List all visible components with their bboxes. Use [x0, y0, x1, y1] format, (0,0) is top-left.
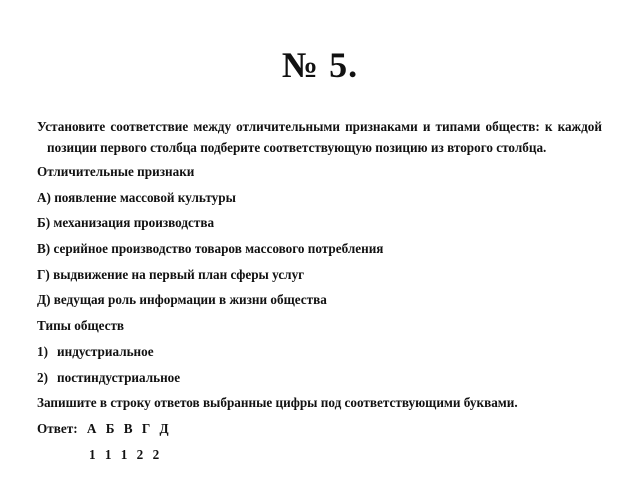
feature-item-d: Д) ведущая роль информации в жизни общества: [37, 292, 327, 308]
types-heading: Типы обществ: [37, 318, 125, 334]
task-text: Установите соответствие между отличительными признаками и типами обществ: к каждой позиции первого столбца подберите соответствующую позицию из второго столбца.: [37, 119, 602, 155]
feature-item-b: Б) механизация производства: [37, 215, 215, 231]
type-label: постиндустриальное: [57, 369, 181, 385]
feature-item-g: Г) выдвижение на первый план сферы услуг: [37, 266, 305, 282]
answer-label: Ответ:: [37, 420, 78, 436]
answer-value: 1: [104, 446, 112, 462]
answer-value: 1: [120, 446, 128, 462]
feature-item-a: А) появление массовой культуры: [37, 189, 236, 205]
type-number: 1): [37, 343, 48, 359]
slide-content: [37, 116, 602, 465]
answer-values-row: [37, 444, 602, 465]
answer-row: [37, 418, 602, 439]
type-label: индустриальное: [57, 343, 154, 359]
feature-item-v: В) серийное производство товаров массового потребления: [37, 241, 384, 257]
instruction-text: Запишите в строку ответов выбранные цифры под соответствующими буквами.: [37, 395, 518, 411]
answer-value: 2: [136, 446, 144, 462]
type-number: 2): [37, 369, 48, 385]
type-item-1: [37, 341, 602, 362]
answer-letter: Б: [105, 420, 115, 436]
answer-letter: А: [86, 420, 97, 436]
answer-letter: Г: [141, 420, 151, 436]
slide-title: № 5.: [281, 45, 359, 85]
features-heading: Отличительные признаки: [37, 164, 195, 179]
answer-value: 2: [152, 446, 160, 462]
type-item-2: [37, 367, 602, 388]
answer-letter: В: [123, 420, 133, 436]
answer-value: 1: [89, 446, 96, 462]
answer-letter: Д: [159, 420, 169, 436]
